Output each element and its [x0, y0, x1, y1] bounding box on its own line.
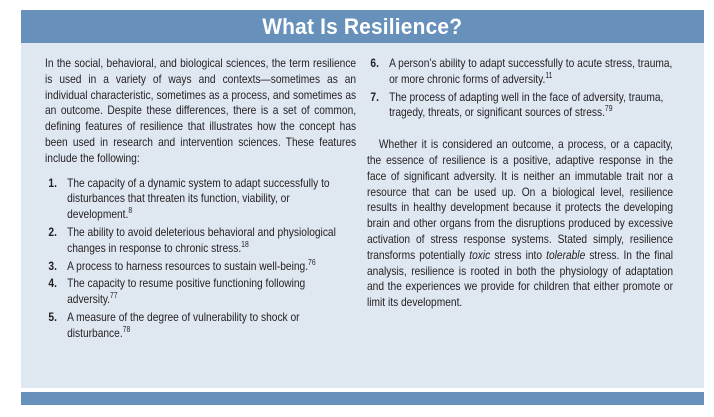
list-item	[48, 176, 356, 223]
list-item	[370, 90, 673, 122]
left-column	[45, 56, 356, 344]
list-item-text: The ability to avoid deleterious behavioral and physiological changes in response to chronic stress.$^{18}$	[67, 224, 336, 255]
content-panel	[21, 43, 704, 388]
footnote-ref: 77	[109, 291, 118, 301]
list-item-number: 2.	[48, 224, 57, 239]
paragraph-text: Whether it is considered an outcome, a process, or a capacity, the essence of resilience is a positive, adaptive response in the face of significant adversity. It is neither an immutable trait nor a resource that can be used up. On a biological level, resilience results in healthy development because it protects the developing brain and other organs from the disruptions produced by excessive activation of stress response systems. Stated simply, resilience transforms potentially	[367, 137, 673, 262]
paragraph-text: stress. In the final analysis, resilience is rooted in both the physiology of adaptation and the experiences we provide for children that either promote or limit its development.	[367, 247, 673, 310]
list-item-number: 4.	[48, 276, 57, 291]
page-title: What Is Resilience?	[262, 13, 463, 39]
footnote-ref: 11	[545, 70, 553, 80]
list-item-text: A person’s ability to adapt successfully to acute stress, trauma, or more chronic forms of adversity.$^{11}$	[389, 56, 673, 86]
emphasized-text: toxic	[469, 247, 491, 262]
list-item	[48, 310, 356, 342]
list-item-text: The capacity to resume positive functioning following adversity.$^{77}$	[67, 276, 306, 307]
list-item	[48, 259, 356, 275]
list-item-number: 7.	[370, 89, 379, 104]
footer-bar	[21, 392, 704, 405]
emphasized-text: tolerable	[546, 247, 586, 262]
conclusion-paragraph	[367, 137, 673, 311]
footnote-ref: 8	[128, 206, 133, 216]
features-list-left	[45, 176, 356, 342]
list-item-number: 1.	[48, 175, 57, 190]
list-item	[370, 56, 673, 88]
footnote-ref: 79	[604, 104, 613, 114]
list-item-text: A measure of the degree of vulnerability to shock or disturbance.$^{78}$	[67, 309, 300, 340]
list-item-number: 3.	[48, 258, 57, 273]
list-item-text: The capacity of a dynamic system to adapt successfully to disturbances that threaten its function, viability, or development.$^8$	[67, 175, 330, 222]
features-list-right	[367, 56, 673, 121]
footnote-ref: 78	[122, 324, 131, 334]
footnote-ref: 18	[241, 239, 249, 249]
list-item	[48, 276, 356, 308]
intro-paragraph: In the social, behavioral, and biological sciences, the term resilience is used in a variety of ways and contexts—sometimes as an individual characteristic, sometimes as a process, and sometimes as an outcome. Despite these differences, there is a set of common, defining features of resilience that illustrates how the concept has been used in research and intervention sciences. These features include the following:	[45, 56, 357, 165]
paragraph-text: stress into	[490, 247, 547, 262]
list-item	[48, 225, 356, 257]
list-item-number: 5.	[48, 309, 57, 324]
list-item-text: The process of adapting well in the face of adversity, trauma, tragedy, threats, or significant sources of stress.$^{79}$	[389, 89, 664, 120]
list-item-text: A process to harness resources to sustain well-being.$^{76}$	[67, 257, 316, 273]
header-bar	[21, 10, 704, 43]
list-item-number: 6.	[370, 56, 379, 70]
footnote-ref: 76	[308, 257, 316, 267]
right-column	[367, 56, 673, 311]
